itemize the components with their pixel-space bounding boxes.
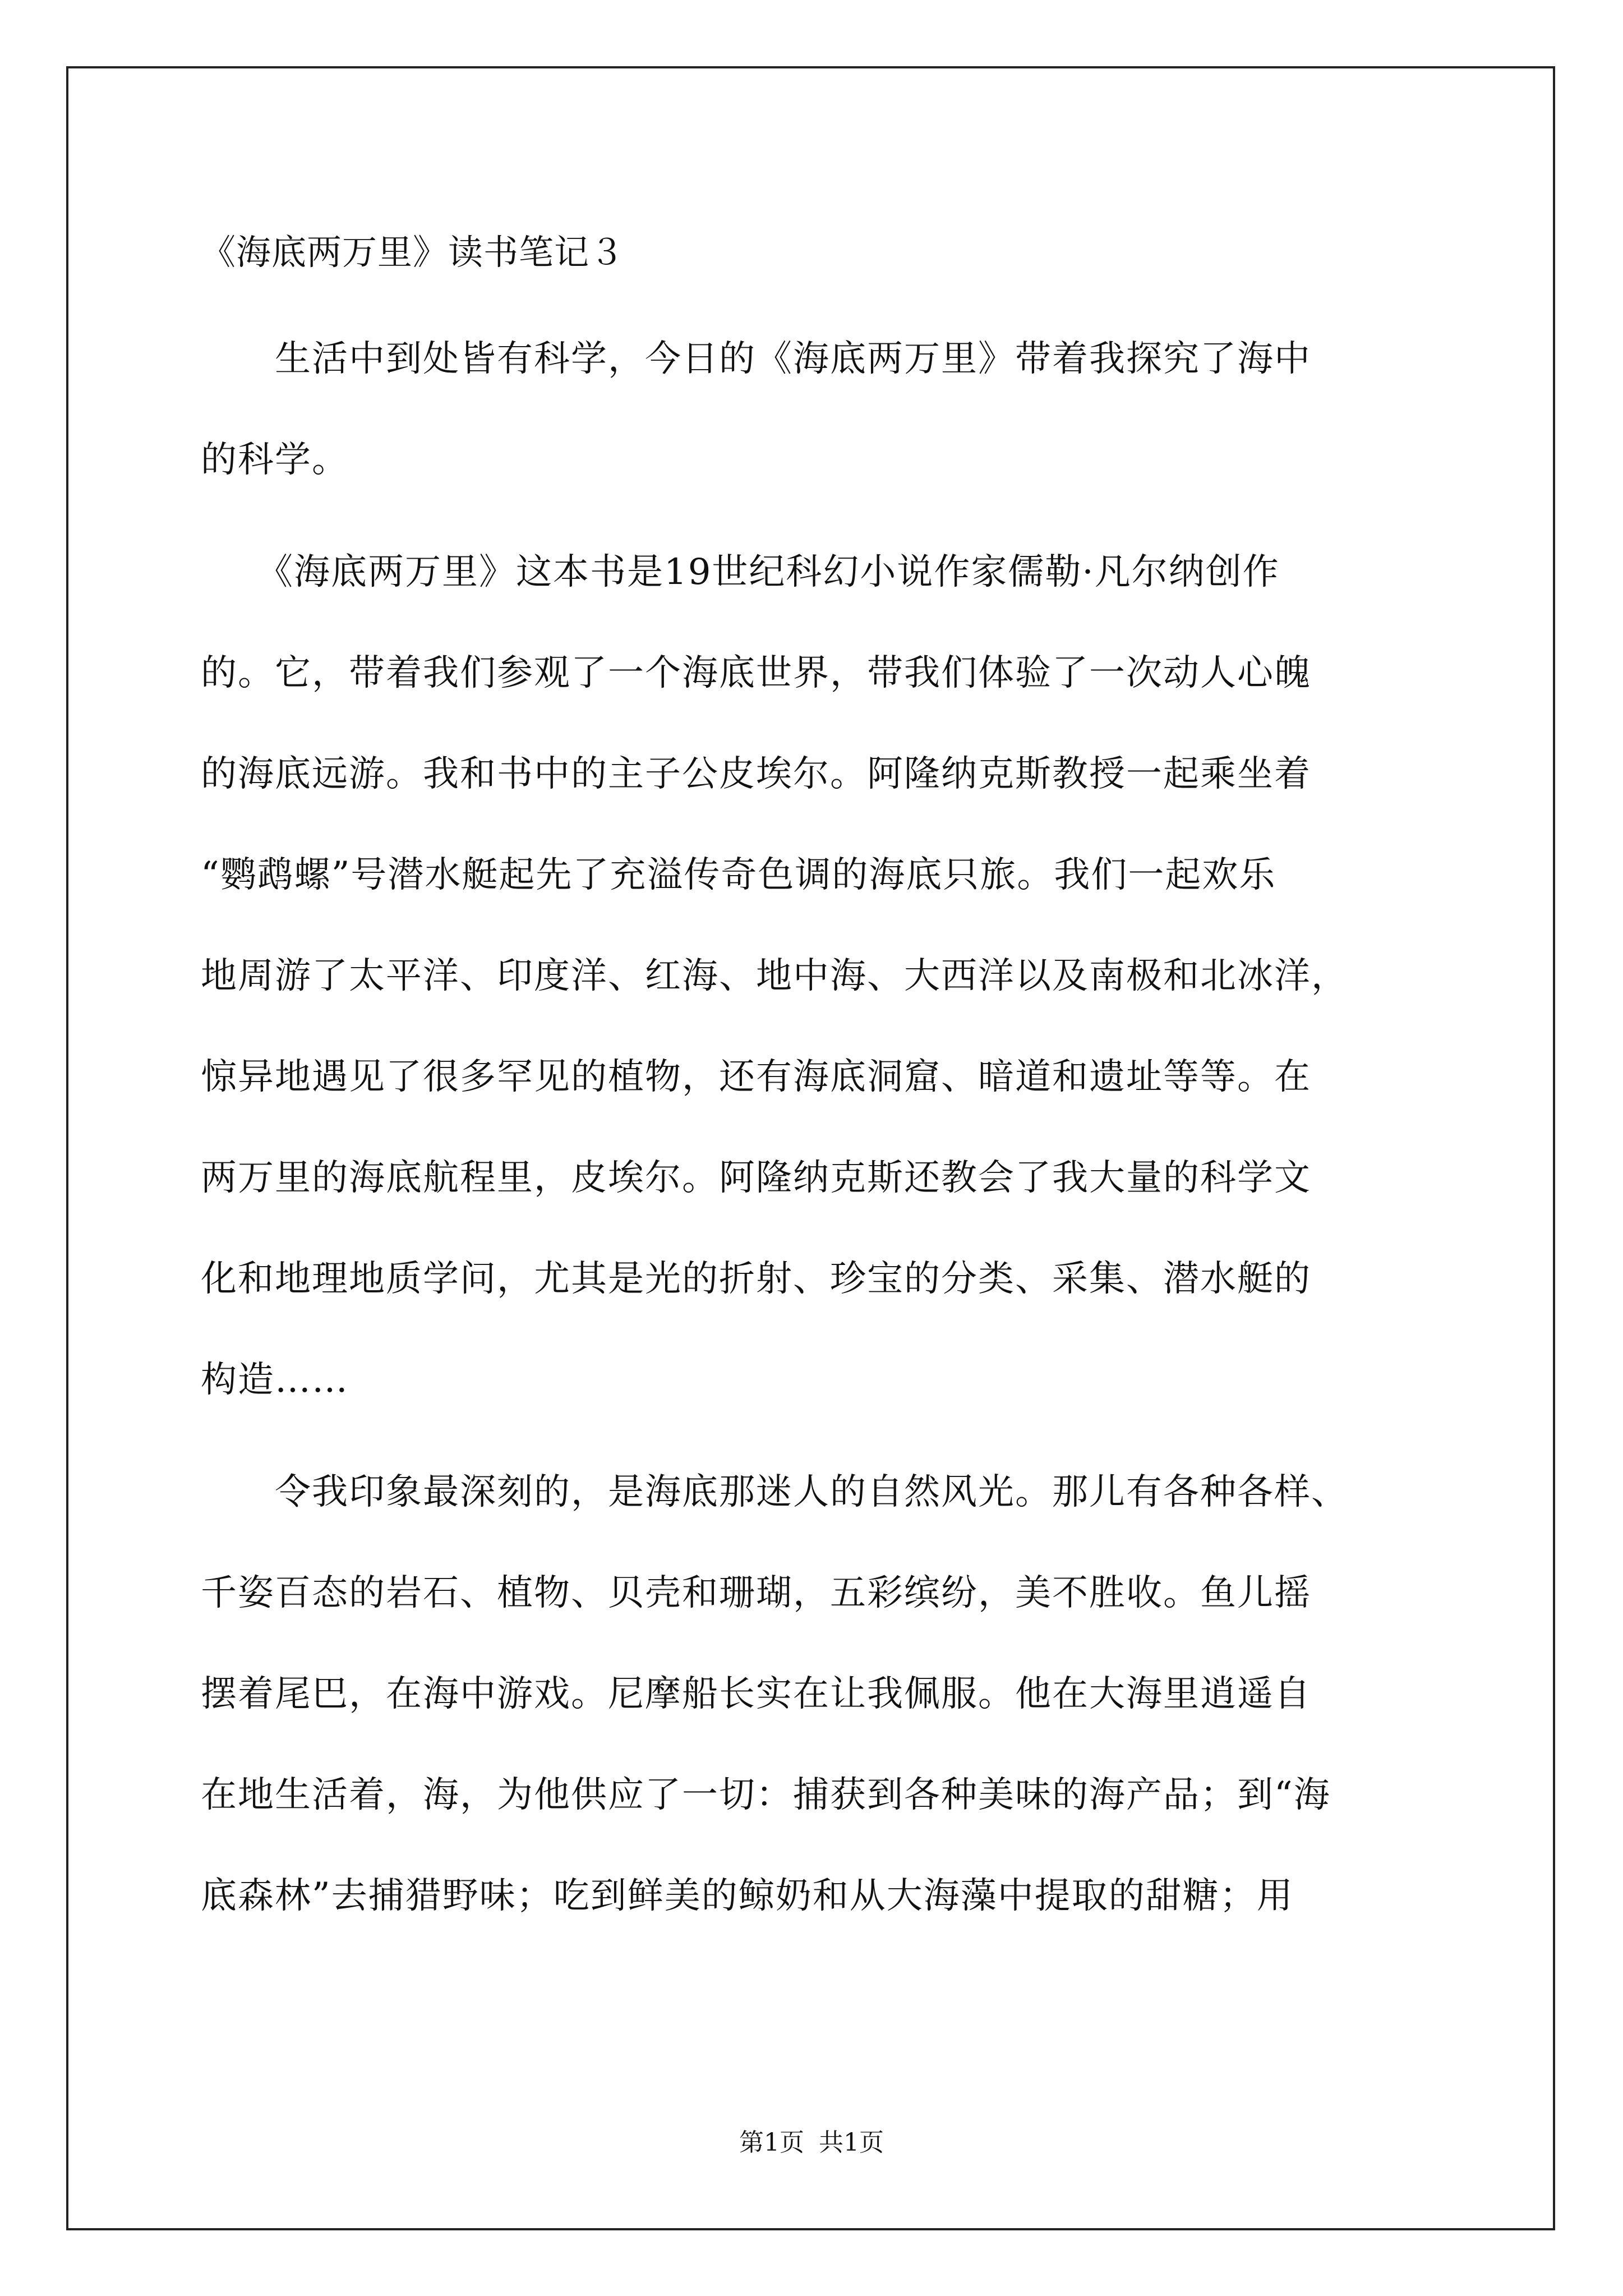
paragraph-line: 在地生活着，海，为他供应了一切：捕获到各种美味的海产品；到“海 [201, 1774, 1331, 1816]
paragraph-line: 惊异地遇见了很多罕见的植物，还有海底洞窟、暗道和遗址等等。在 [201, 1056, 1311, 1098]
paragraph-line: 化和地理地质学问，尤其是光的折射、珍宝的分类、采集、潜水艇的 [201, 1258, 1311, 1300]
document-title: 《海底两万里》读书笔记３ [201, 232, 625, 273]
paragraph-line: 底森林”去捕猎野味；吃到鲜美的鲸奶和从大海藻中提取的甜糖；用 [201, 1875, 1294, 1917]
paragraph-line: 的。它，带着我们参观了一个海底世界，带我们体验了一次动人心魄 [201, 652, 1311, 694]
page-footer [0, 2126, 1623, 2160]
page-total: 共1页 [819, 2128, 884, 2157]
paragraph-line: 千姿百态的岩石、植物、贝壳和珊瑚，五彩缤纷，美不胜收。鱼儿摇 [201, 1572, 1311, 1614]
paragraph-line: 地周游了太平洋、印度洋、红海、地中海、大西洋以及南极和北冰洋， [201, 955, 1348, 997]
paragraph-line: 生活中到处皆有科学，今日的《海底两万里》带着我探究了海中 [201, 338, 1311, 380]
paragraph-line: “鹦鹉螺”号潜水艇起先了充溢传奇色调的海底只旅。我们一起欢乐 [201, 854, 1276, 896]
page-number: 第1页 [739, 2128, 804, 2157]
paragraph-line: 构造…… [201, 1359, 349, 1401]
paragraph-line: 的海底远游。我和书中的主子公皮埃尔。阿隆纳克斯教授一起乘坐着 [201, 753, 1311, 795]
paragraph-line: 《海底两万里》这本书是19世纪科幻小说作家儒勒·凡尔纳创作 [201, 551, 1280, 593]
paragraph-line: 令我印象最深刻的，是海底那迷人的自然风光。那儿有各种各样、 [201, 1471, 1348, 1513]
paragraph-line: 两万里的海底航程里，皮埃尔。阿隆纳克斯还教会了我大量的科学文 [201, 1157, 1311, 1199]
paragraph-line: 摆着尾巴，在海中游戏。尼摩船长实在让我佩服。他在大海里逍遥自 [201, 1673, 1311, 1715]
paragraph-line: 的科学。 [201, 439, 349, 481]
